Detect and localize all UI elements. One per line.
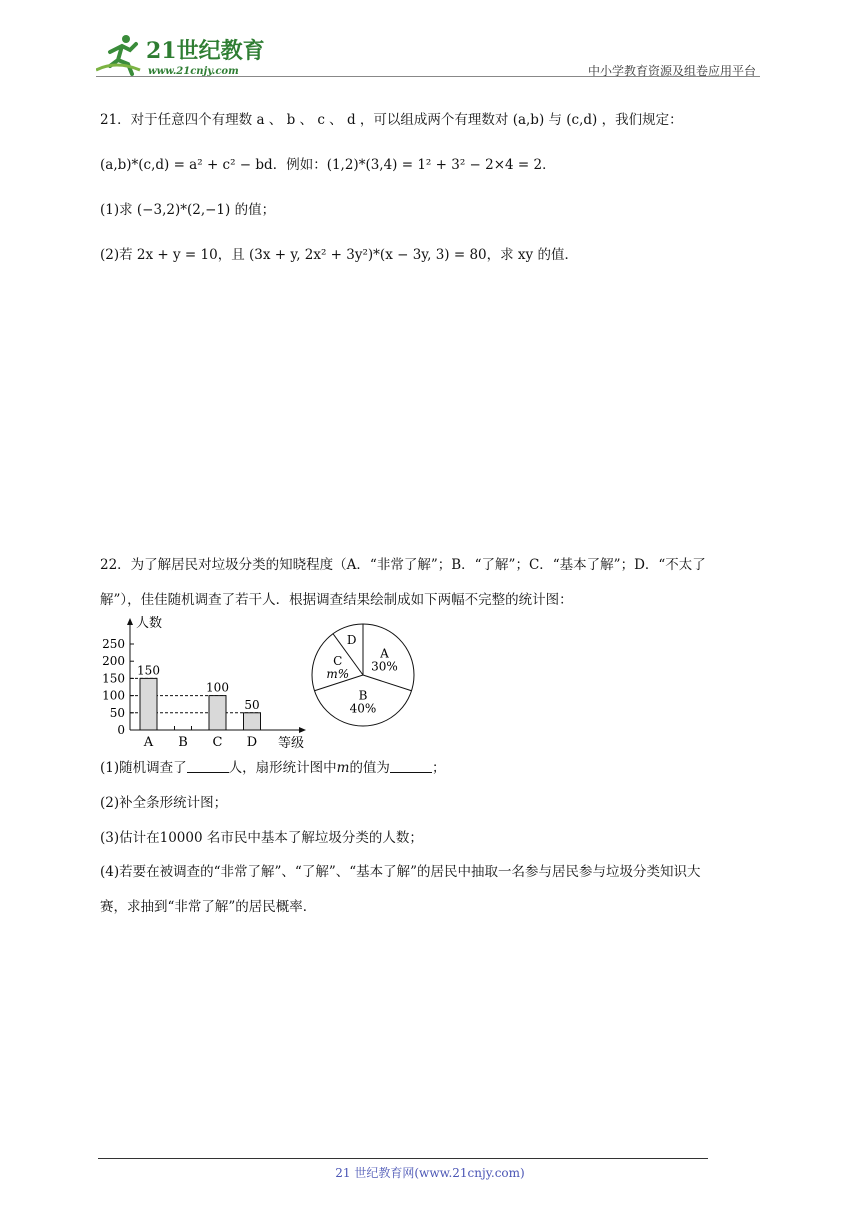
q22-part1-text-a: (1)随机调查了	[100, 760, 187, 776]
pie-percent-B: 40%	[349, 701, 377, 716]
pie-label-D: D	[346, 633, 357, 648]
q22-line1: 22．为了解居民对垃圾分类的知晓程度（A．“非常了解”；B．“了解”；C．“基本了解”；D．“不太了	[100, 557, 706, 573]
logo-url-text: www.21cnjy.com	[148, 66, 239, 77]
answer-blank-m[interactable]	[390, 759, 432, 773]
bar-D	[244, 713, 261, 730]
q22-part4-line2: 赛，求抽到“非常了解”的居民概率．	[100, 899, 317, 915]
y-tick-label: 100	[102, 688, 125, 703]
q22-part1	[100, 758, 445, 778]
x-category-label: C	[212, 735, 223, 750]
runner-icon	[96, 35, 140, 74]
q21-line2: (a,b)*(c,d) = a² + c² − bd．例如：(1,2)*(3,4) = 1² + 3² − 2×4 = 2．	[100, 157, 556, 173]
site-title: 中小学教育资源及组卷应用平台	[587, 64, 756, 78]
pie-label-A: A	[380, 646, 389, 661]
pie-label-B: B	[358, 688, 368, 703]
y-tick-label: 250	[102, 637, 125, 651]
x-category-label: B	[178, 735, 188, 750]
x-category-label: D	[246, 735, 258, 750]
header-divider	[96, 76, 760, 77]
q22-part4-line1: (4)若要在被调查的“非常了解”、“了解”、“基本了解”的居民中抽取一名参与居民参与垃圾分类知识大	[100, 864, 701, 880]
q22-part1-text-b: 人，扇形统计图中	[228, 760, 337, 776]
q22-part3: (3)估计在10000 名市民中基本了解垃圾分类的人数；	[100, 830, 423, 846]
x-axis-arrow	[299, 727, 306, 733]
answer-blank-count[interactable]	[187, 759, 229, 773]
y-axis-arrow	[127, 618, 133, 625]
y-tick-label: 0	[117, 723, 125, 737]
y-axis-label: 人数	[136, 616, 163, 631]
q22-part1-text-c: 的值为	[349, 760, 390, 776]
bar-chart	[96, 614, 316, 754]
q22-part1-text-d: ；	[431, 760, 446, 776]
q22-line2: 解”），佳佳随机调查了若干人．根据调查结果绘制成如下两幅不完整的统计图：	[100, 592, 573, 608]
q21-part1: (1)求 (−3,2)*(2,−1) 的值；	[100, 202, 276, 218]
q21-part2: (2)若 2x + y = 10，且 (3x + y, 2x² + 3y²)*(x − 3y, 3) = 80，求 xy 的值．	[100, 247, 578, 263]
x-axis-label: 等级	[278, 736, 305, 751]
pie-chart	[308, 620, 420, 732]
y-tick-label: 150	[102, 671, 125, 686]
bar-C	[209, 696, 226, 730]
q22-part2: (2)补全条形统计图；	[100, 795, 228, 811]
bar-A	[140, 678, 157, 730]
variable-m: m	[336, 760, 350, 776]
footer-link[interactable]: 21 世纪教育网(www.21cnjy.com)	[335, 1166, 525, 1180]
pie-label-C: C	[333, 653, 343, 668]
bar-value-label: 50	[244, 697, 260, 712]
pie-percent-A: 30%	[371, 659, 398, 674]
pie-percent-C: m%	[326, 666, 350, 681]
site-logo	[96, 30, 296, 78]
logo-main-text: 21世纪教育	[146, 38, 265, 64]
bar-value-label: 100	[206, 680, 229, 695]
bar-value-label: 150	[137, 663, 160, 678]
y-tick-label: 200	[102, 654, 125, 669]
q21-line1: 21．对于任意四个有理数 a 、 b 、 c 、 d ，可以组成两个有理数对 (a,b) 与 (c,d) ，我们规定：	[100, 112, 683, 128]
y-tick-label: 50	[109, 705, 125, 720]
x-category-label: A	[143, 735, 154, 750]
page-header	[96, 30, 760, 80]
footer-divider	[98, 1158, 708, 1159]
